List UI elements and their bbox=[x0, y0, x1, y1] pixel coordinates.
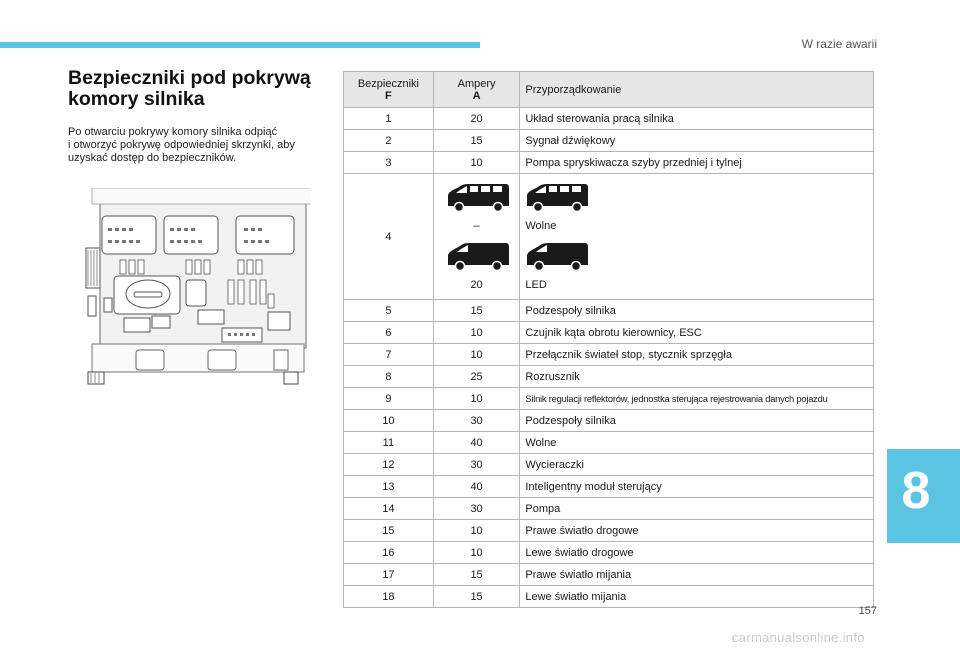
table-row bbox=[344, 520, 874, 542]
fuse-amps: 10 bbox=[433, 542, 520, 564]
van-long-wheelbase-icon bbox=[525, 182, 589, 212]
fuse-amps: 30 bbox=[433, 410, 520, 432]
fuse-assignment: Pompa spryskiwacza szyby przedniej i tylnej bbox=[520, 152, 874, 174]
fuse-number: 9 bbox=[344, 388, 434, 410]
fuse-assignment: Pompa bbox=[520, 498, 874, 520]
fuse-amps: 10 bbox=[433, 152, 520, 174]
fuse-number: 13 bbox=[344, 476, 434, 498]
fuse-assignment: Przełącznik świateł stop, stycznik sprzęgła bbox=[520, 344, 874, 366]
title-line-1: Bezpieczniki pod pokrywą bbox=[68, 67, 311, 89]
fuse-assignment: Wolne bbox=[520, 432, 874, 454]
fuse-assignment: Lewe światło drogowe bbox=[520, 542, 874, 564]
fuse-assignment: Silnik regulacji reflektorów, jednostka sterująca rejestrowania danych pojazdu bbox=[520, 388, 874, 410]
fuse-amps: 40 bbox=[433, 476, 520, 498]
fuse-amps: 10 bbox=[433, 520, 520, 542]
assignment-value-b: LED bbox=[525, 279, 547, 291]
van-short-icon bbox=[525, 241, 589, 271]
intro-line-1: Po otwarciu pokrywy komory silnika odpiąć bbox=[68, 126, 278, 138]
table-row bbox=[344, 344, 874, 366]
fuse-number: 14 bbox=[344, 498, 434, 520]
header-assignment: Przyporządkowanie bbox=[520, 72, 874, 108]
fuse-assignment: Prawe światło drogowe bbox=[520, 520, 874, 542]
page-title bbox=[68, 68, 311, 110]
fuse-number: 11 bbox=[344, 432, 434, 454]
table-row bbox=[344, 410, 874, 432]
table-row bbox=[344, 498, 874, 520]
chapter-number: 8 bbox=[901, 462, 931, 520]
table-row bbox=[344, 542, 874, 564]
fuse-amps: 30 bbox=[433, 498, 520, 520]
fuse-assignment: Podzespoły silnika bbox=[520, 300, 874, 322]
table-row bbox=[344, 322, 874, 344]
fuse-amps: 25 bbox=[433, 366, 520, 388]
fuse-number: 4 bbox=[344, 174, 434, 300]
fuse-assignment-cell bbox=[520, 174, 874, 300]
fuse-amps: 15 bbox=[433, 300, 520, 322]
van-short-icon bbox=[446, 241, 510, 271]
fuse-number: 1 bbox=[344, 108, 434, 130]
fuse-amps: 15 bbox=[433, 586, 520, 608]
fuse-number: 2 bbox=[344, 130, 434, 152]
fuse-amps-cell bbox=[433, 174, 520, 300]
fuse-box-diagram bbox=[78, 188, 310, 388]
fuse-amps: 10 bbox=[433, 388, 520, 410]
amps-value-b: 20 bbox=[470, 279, 483, 291]
fuse-assignment: Podzespoły silnika bbox=[520, 410, 874, 432]
table-row bbox=[344, 476, 874, 498]
table-row bbox=[344, 152, 874, 174]
fuse-amps: 15 bbox=[433, 564, 520, 586]
header-accent-bar bbox=[0, 42, 480, 48]
amps-value-a: – bbox=[473, 220, 480, 232]
fuse-assignment: Wycieraczki bbox=[520, 454, 874, 476]
fuse-number: 10 bbox=[344, 410, 434, 432]
fuse-number: 15 bbox=[344, 520, 434, 542]
fuse-number: 16 bbox=[344, 542, 434, 564]
table-row bbox=[344, 432, 874, 454]
fuse-assignment: Prawe światło mijania bbox=[520, 564, 874, 586]
table-row bbox=[344, 586, 874, 608]
table-row bbox=[344, 108, 874, 130]
fuse-number: 17 bbox=[344, 564, 434, 586]
intro-text bbox=[68, 126, 330, 165]
fuse-amps: 10 bbox=[433, 344, 520, 366]
van-long-wheelbase-icon bbox=[446, 182, 510, 212]
table-header-row bbox=[344, 72, 874, 108]
fuse-amps: 30 bbox=[433, 454, 520, 476]
header-fuse-sub: F bbox=[385, 89, 392, 102]
table-row bbox=[344, 300, 874, 322]
fuse-number: 5 bbox=[344, 300, 434, 322]
fuse-number: 6 bbox=[344, 322, 434, 344]
fuse-number: 18 bbox=[344, 586, 434, 608]
fuse-number: 8 bbox=[344, 366, 434, 388]
table-row bbox=[344, 564, 874, 586]
fuse-assignment: Sygnał dźwiękowy bbox=[520, 130, 874, 152]
fuse-amps: 40 bbox=[433, 432, 520, 454]
table-row bbox=[344, 454, 874, 476]
header-fuse-label: Bezpieczniki bbox=[357, 77, 419, 90]
section-title: W razie awarii bbox=[801, 37, 877, 51]
table-row bbox=[344, 130, 874, 152]
header-amps-label: Ampery bbox=[457, 77, 496, 90]
chapter-tab bbox=[887, 449, 960, 543]
intro-line-3: uzyskać dostęp do bezpieczników. bbox=[68, 152, 237, 164]
fuse-assignment: Rozrusznik bbox=[520, 366, 874, 388]
fuse-number: 3 bbox=[344, 152, 434, 174]
fuse-number: 7 bbox=[344, 344, 434, 366]
fuse-table bbox=[343, 71, 874, 608]
table-row bbox=[344, 388, 874, 410]
fuse-amps: 20 bbox=[433, 108, 520, 130]
fuse-assignment: Lewe światło mijania bbox=[520, 586, 874, 608]
fuse-amps: 10 bbox=[433, 322, 520, 344]
table-row bbox=[344, 174, 874, 300]
table-row bbox=[344, 366, 874, 388]
header-fuse bbox=[344, 72, 434, 108]
fuse-assignment: Układ sterowania pracą silnika bbox=[520, 108, 874, 130]
intro-line-2: i otworzyć pokrywę odpowiedniej skrzynki, aby bbox=[68, 139, 295, 151]
watermark: carmanualsonline.info bbox=[732, 630, 865, 645]
header-amps bbox=[433, 72, 520, 108]
page-number: 157 bbox=[858, 605, 877, 617]
header-amps-sub: A bbox=[472, 89, 481, 102]
fuse-number: 12 bbox=[344, 454, 434, 476]
fuse-amps: 15 bbox=[433, 130, 520, 152]
assignment-value-a: Wolne bbox=[525, 220, 557, 232]
fuse-assignment: Czujnik kąta obrotu kierownicy, ESC bbox=[520, 322, 874, 344]
title-line-2: komory silnika bbox=[68, 88, 205, 110]
fuse-assignment: Inteligentny moduł sterujący bbox=[520, 476, 874, 498]
